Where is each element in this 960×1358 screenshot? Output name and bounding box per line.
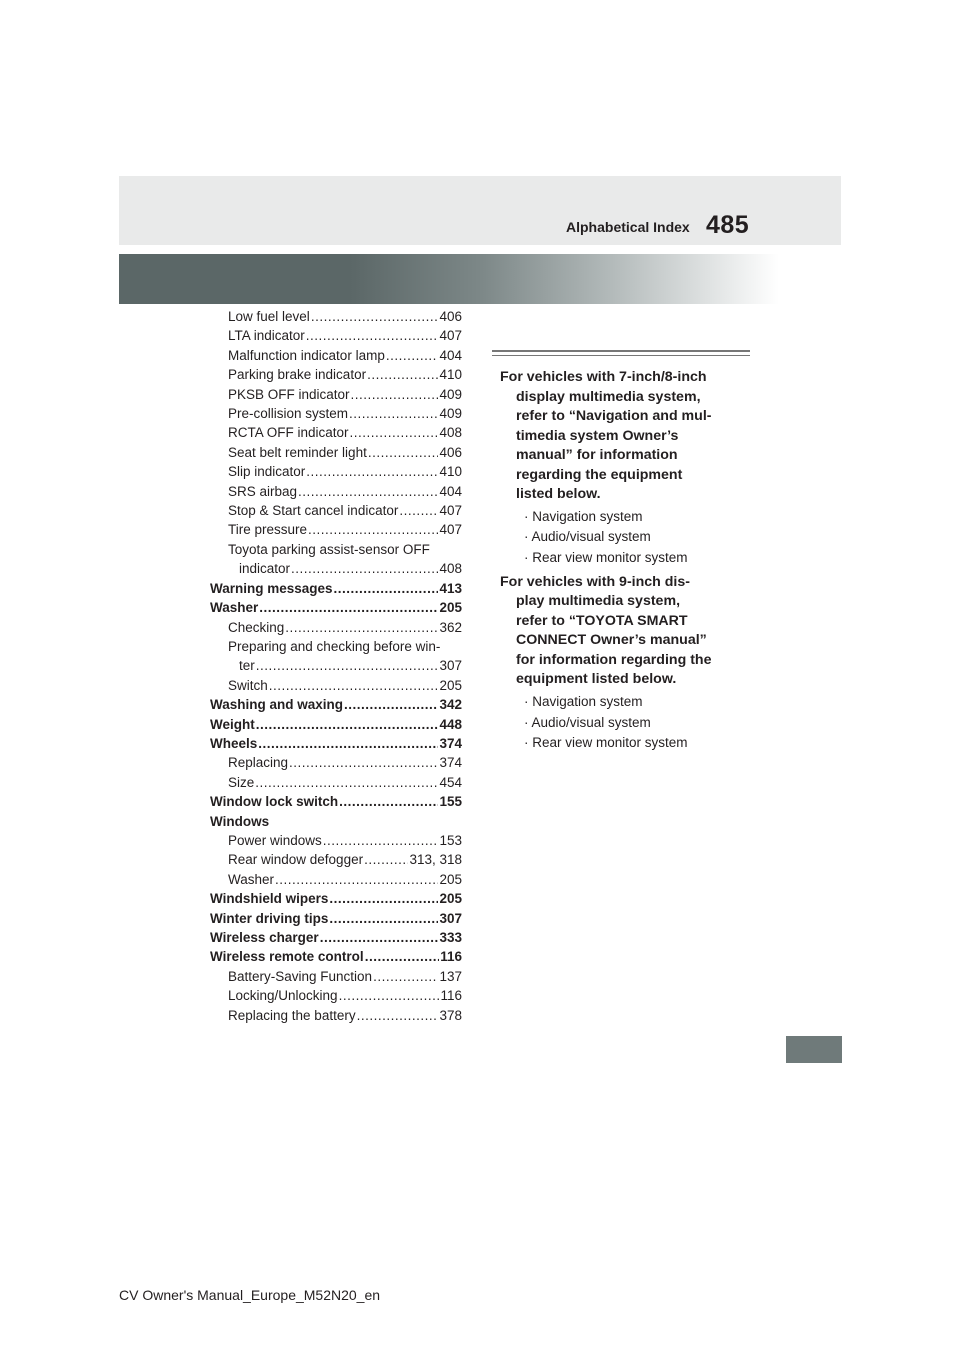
index-entry-label: Washer [228, 871, 275, 887]
equipment-list-item: · Rear view monitor system [524, 735, 688, 751]
index-entry[interactable] [210, 618, 462, 637]
dot-leader [350, 423, 439, 442]
index-entry-label: Battery-Saving Function [228, 968, 373, 984]
index-entry-heading[interactable] [210, 637, 462, 656]
index-entry-label: Pre-collision system [228, 406, 349, 422]
dot-leader [339, 986, 440, 1005]
index-entry[interactable] [210, 1006, 462, 1025]
index-entry-page: 205 [439, 600, 462, 616]
index-entry-label: Rear window defogger [228, 852, 364, 868]
note-line: listed below. [516, 486, 601, 502]
note-line: manual” for information [516, 447, 678, 463]
index-entry[interactable] [210, 365, 462, 384]
index-column-right [492, 350, 750, 758]
index-column-left [210, 307, 462, 1025]
dot-leader [256, 715, 439, 734]
index-entry[interactable] [210, 986, 462, 1005]
index-entry[interactable] [210, 676, 462, 695]
dot-leader [258, 734, 438, 753]
dot-leader [298, 482, 438, 501]
dot-leader [386, 346, 439, 365]
index-entry[interactable] [210, 559, 462, 578]
note-line: for information regarding the [516, 651, 712, 668]
index-entry[interactable] [210, 850, 462, 869]
dot-leader [334, 579, 439, 598]
index-entry-page: 137 [439, 968, 462, 984]
index-entry[interactable] [210, 967, 462, 986]
index-entry-heading[interactable] [210, 540, 462, 559]
index-entry-page: 406 [439, 309, 462, 324]
note-line: play multimedia system, [516, 593, 681, 610]
dot-leader [259, 598, 438, 617]
dot-leader [329, 889, 438, 908]
note-line: equipment listed below. [516, 671, 677, 688]
index-entry[interactable] [210, 753, 462, 772]
index-entry-page: 333 [439, 930, 462, 945]
index-entry-label: PKSB OFF indicator [228, 386, 350, 402]
dot-leader [291, 559, 438, 578]
index-entry[interactable] [210, 656, 462, 675]
note-line: For vehicles with 9-inch dis- [500, 573, 690, 590]
index-entry[interactable] [210, 792, 462, 811]
index-entry-page: 116 [440, 949, 462, 965]
index-entry-page: 409 [439, 406, 462, 422]
index-entry-label: Windows [210, 813, 270, 829]
dot-leader [339, 792, 438, 811]
index-entry-page: 307 [439, 658, 462, 674]
note-line: refer to “Navigation and mul- [516, 408, 712, 424]
index-entry-label: Tire pressure [228, 522, 308, 538]
equipment-list [492, 692, 750, 754]
dot-leader [399, 501, 438, 520]
index-entry-page: 404 [439, 347, 462, 363]
equipment-list-item: · Navigation system [524, 693, 643, 709]
chapter-side-tab[interactable] [786, 1036, 842, 1063]
index-entry-page: 313, 318 [409, 852, 462, 868]
multimedia-note [492, 368, 750, 505]
multimedia-note [492, 573, 750, 690]
index-entry-page: 153 [439, 832, 462, 848]
index-entry-label: Seat belt reminder light [228, 444, 367, 460]
section-title: Alphabetical Index [566, 219, 690, 235]
index-entry-page: 454 [439, 774, 462, 790]
index-entry-page: 374 [439, 735, 462, 751]
dot-leader [364, 850, 408, 869]
dot-leader [357, 1006, 439, 1025]
index-entry[interactable] [210, 928, 462, 947]
index-entry-label: Wireless charger [210, 930, 319, 945]
dot-leader [344, 695, 438, 714]
index-entry-label: Low fuel level [228, 309, 310, 324]
dot-leader [373, 967, 438, 986]
index-entry[interactable] [210, 715, 462, 734]
index-entry-page: 410 [439, 464, 462, 480]
index-entry-label: Wheels [210, 735, 258, 751]
index-entry-page: 378 [439, 1007, 462, 1023]
index-entry-label: Winter driving tips [210, 910, 329, 926]
index-entry-label: Stop & Start cancel indicator [228, 503, 399, 519]
index-entry-label: Preparing and checking before win- [228, 638, 441, 654]
page-number: 485 [706, 211, 750, 239]
index-entry-label: LTA indicator [228, 328, 305, 344]
index-entry-label: Window lock switch [210, 794, 339, 810]
dot-leader [323, 831, 439, 850]
multimedia-notes [492, 368, 750, 754]
index-entry[interactable] [210, 462, 462, 481]
index-entry[interactable] [210, 385, 462, 404]
index-entry-page: 448 [439, 716, 462, 732]
index-entry-heading[interactable] [210, 812, 462, 831]
dot-leader [349, 404, 438, 423]
equipment-list-item: · Navigation system [524, 508, 643, 524]
index-entry-label: Slip indicator [228, 464, 306, 480]
index-entry-page: 406 [439, 444, 462, 460]
index-entry[interactable] [210, 598, 462, 617]
note-line: regarding the equipment [516, 466, 683, 483]
dot-leader [329, 909, 438, 928]
index-entry[interactable] [210, 326, 462, 345]
equipment-list-item: · Audio/visual system [524, 714, 651, 730]
index-entry-page: 404 [439, 483, 462, 499]
index-entry-label: Checking [228, 619, 285, 635]
index-entry[interactable] [210, 831, 462, 850]
index-entry[interactable] [210, 482, 462, 501]
section-gradient-bar [119, 254, 779, 304]
dot-leader [308, 520, 438, 539]
dot-leader [275, 870, 438, 889]
index-entry-label: ter [239, 658, 255, 674]
index-entry-label: RCTA OFF indicator [228, 425, 349, 441]
index-entry[interactable] [210, 307, 462, 326]
index-entry-page: 408 [439, 561, 462, 577]
equipment-list-item: · Rear view monitor system [524, 550, 688, 566]
dot-leader [351, 385, 439, 404]
index-entry-page: 407 [439, 328, 462, 344]
index-entry[interactable] [210, 734, 462, 753]
dot-leader [289, 753, 438, 772]
index-entry[interactable] [210, 443, 462, 462]
index-entry[interactable] [210, 909, 462, 928]
index-entry-label: Power windows [228, 832, 322, 848]
index-entry-label: Warning messages [210, 580, 333, 596]
index-entry-label: Weight [210, 716, 255, 732]
dot-leader [306, 462, 438, 481]
dot-leader [368, 443, 439, 462]
index-entry-page: 407 [439, 503, 462, 519]
index-entry-label: Parking brake indicator [228, 367, 367, 383]
dot-leader [256, 656, 439, 675]
index-entry[interactable] [210, 870, 462, 889]
note-line: timedia system Owner’s [516, 427, 679, 444]
index-entry-page: 362 [439, 619, 462, 635]
index-entry-label: Size [228, 774, 255, 790]
index-entry-label: Wireless remote control [210, 949, 364, 965]
index-entry-label: Toyota parking assist-sensor OFF [228, 541, 430, 557]
index-entry-page: 155 [439, 794, 462, 810]
index-entry-page: 342 [439, 697, 462, 713]
note-line: refer to “TOYOTA SMART [516, 612, 688, 629]
index-entry[interactable] [210, 423, 462, 442]
index-entry-label: Switch [228, 677, 268, 693]
dot-leader [269, 676, 439, 695]
dot-leader [365, 947, 440, 966]
index-entry-page: 307 [439, 910, 462, 926]
index-entry-page: 205 [439, 677, 462, 693]
index-entry[interactable] [210, 404, 462, 423]
index-entry-page: 205 [439, 891, 462, 907]
note-line: display multimedia system, [516, 388, 701, 405]
index-entry-page: 374 [439, 755, 462, 771]
index-entry-label: Locking/Unlocking [228, 988, 338, 1004]
index-entry-page: 407 [439, 522, 462, 538]
index-entry-page: 409 [439, 386, 462, 402]
equipment-list [492, 507, 750, 569]
index-entry-label: indicator [239, 561, 291, 577]
index-entry-page: 410 [439, 367, 462, 383]
footer-manual-id: CV Owner's Manual_Europe_M52N20_en [119, 1287, 381, 1303]
index-entry[interactable] [210, 501, 462, 520]
index-entry-label: Replacing [228, 755, 289, 771]
index-entry[interactable] [210, 695, 462, 714]
index-entry-label: Malfunction indicator lamp [228, 347, 385, 363]
index-entry-page: 408 [439, 425, 462, 441]
note-line: For vehicles with 7-inch/8-inch [500, 369, 707, 385]
index-entry[interactable] [210, 346, 462, 365]
dot-leader [255, 773, 438, 792]
index-entry[interactable] [210, 520, 462, 539]
equipment-list-item: · Audio/visual system [524, 529, 651, 545]
index-entry-label: Replacing the battery [228, 1007, 356, 1023]
index-entry-page: 413 [439, 580, 462, 596]
index-entry-label: Windshield wipers [210, 891, 329, 907]
index-entry-label: SRS airbag [228, 483, 298, 499]
index-entry[interactable] [210, 889, 462, 908]
dot-leader [311, 307, 439, 326]
index-entry-label: Washing and waxing [210, 697, 344, 713]
dot-leader [306, 326, 439, 345]
dot-leader [285, 618, 438, 637]
index-entry[interactable] [210, 579, 462, 598]
dot-leader [367, 365, 438, 384]
dot-leader [320, 928, 439, 947]
index-entry[interactable] [210, 773, 462, 792]
note-line: CONNECT Owner’s manual” [516, 632, 707, 649]
index-entry-label: Washer [210, 600, 259, 616]
index-entry-page: 205 [439, 871, 462, 887]
section-divider [492, 350, 750, 356]
index-entry[interactable] [210, 947, 462, 966]
index-entry-page: 116 [440, 988, 462, 1004]
